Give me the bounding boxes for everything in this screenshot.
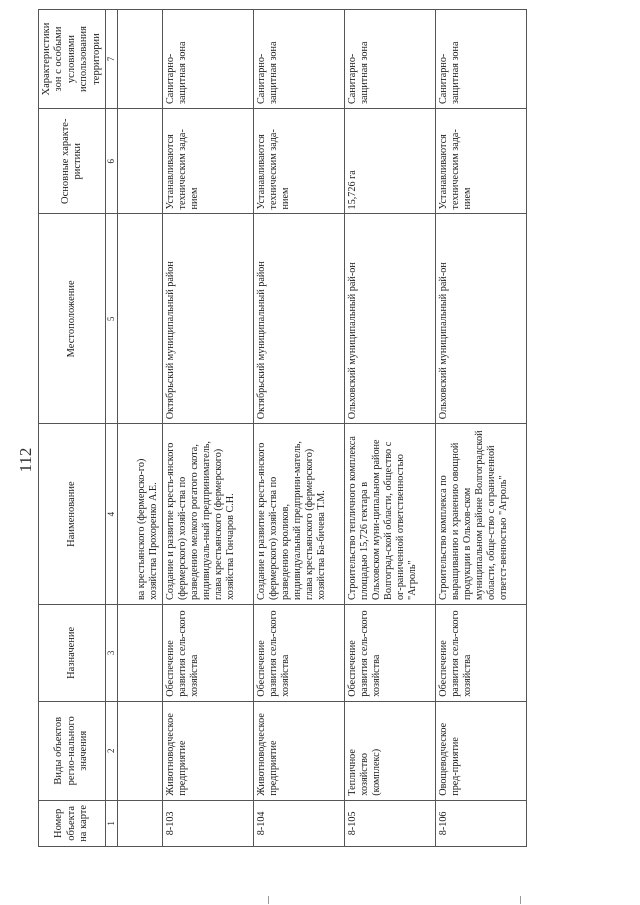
- object-type: Овощеводческое пред-приятие: [435, 701, 526, 800]
- object-number: 8-103: [162, 800, 253, 846]
- object-location: Октябрьский муниципальный район: [253, 214, 344, 424]
- object-purpose: Обеспечение развития сель-ского хозяйства: [435, 604, 526, 701]
- table-row: [162, 10, 253, 847]
- object-purpose: Обеспечение развития сель-ского хозяйства: [162, 604, 253, 701]
- column-number: 1: [105, 800, 117, 846]
- object-zones: Санитарно-защитная зона: [253, 10, 344, 109]
- page-number: 112: [16, 447, 35, 473]
- object-name: Строительство тепличного комплекса площадью 15,726 гектара в Ольховском муни-ципальном районе Волгоград-ской области, общество с ог-раниченной ответственностью "Агроль": [344, 424, 435, 605]
- object-location: Ольховский муниципальный рай-он: [435, 214, 526, 424]
- object-number: 8-106: [435, 800, 526, 846]
- object-type: Животноводческое предприятие: [162, 701, 253, 800]
- object-purpose: Обеспечение развития сель-ского хозяйства: [344, 604, 435, 701]
- object-purpose: Обеспечение развития сель-ского хозяйства: [253, 604, 344, 701]
- table-row: [435, 10, 526, 847]
- header-number: Номер объекта на карте: [39, 800, 106, 846]
- column-number: 5: [105, 214, 117, 424]
- continuation-name: ва крестьянского (фермерско-го) хозяйства Прохоренко А.Е.: [117, 424, 162, 605]
- object-type: Животноводческое предприятие: [253, 701, 344, 800]
- column-number: 2: [105, 701, 117, 800]
- table-row: [344, 10, 435, 847]
- header-name: Наименование: [39, 424, 106, 605]
- object-characteristics: 15,726 га: [344, 109, 435, 214]
- header-characteristics: Основные характе-ристики: [39, 109, 106, 214]
- objects-table: [38, 9, 527, 847]
- column-number: 4: [105, 424, 117, 605]
- object-zones: Санитарно-защитная зона: [162, 10, 253, 109]
- header-zones: Характеристики зон с особыми условиями использования территории: [39, 10, 106, 109]
- table-row: [253, 10, 344, 847]
- header-location: Местоположение: [39, 214, 106, 424]
- header-type: Виды объектов регио-нального значения: [39, 701, 106, 800]
- object-characteristics: Устанавливаются техническим зада-нием: [253, 109, 344, 214]
- column-number: 6: [105, 109, 117, 214]
- object-name: Создание и развитие кресть-янского (фермерского) хозяй-ства по разведению кроликов, индивидуальный предприни-матель, глава крестьянского (фермерского) хозяйства Ба-бичева Т.М.: [253, 424, 344, 605]
- scan-mark: [268, 896, 269, 904]
- object-type: Тепличное хозяйство (комплекс): [344, 701, 435, 800]
- object-location: Октябрьский муниципальный район: [162, 214, 253, 424]
- object-zones: Санитарно-защитная зона: [344, 10, 435, 109]
- object-zones: Санитарно-защитная зона: [435, 10, 526, 109]
- object-characteristics: Устанавливаются техническим зада-нием: [435, 109, 526, 214]
- scan-mark: [520, 896, 521, 904]
- object-number: 8-105: [344, 800, 435, 846]
- continuation-row: [117, 10, 162, 847]
- object-number: 8-104: [253, 800, 344, 846]
- header-row: [39, 10, 106, 847]
- object-location: Ольховский муниципальный рай-он: [344, 214, 435, 424]
- header-purpose: Назначение: [39, 604, 106, 701]
- object-name: Строительство комплекса по выращиванию и хранению овощной продукции в Ольхов-ском муниципальном районе Волгоградской области, обще-ство с ограниченной ответст-венностью "Агроль": [435, 424, 526, 605]
- column-number: 7: [105, 10, 117, 109]
- object-name: Создание и развитие кресть-янского (фермерского) хозяй-ства по разведению мелкого рогатого скота, индивидуаль-ный предприниматель, глава крестьянского (фермерского) хозяйства Гончаров С.Н.: [162, 424, 253, 605]
- column-number: 3: [105, 604, 117, 701]
- object-characteristics: Устанавливаются техническим зада-нием: [162, 109, 253, 214]
- column-number-row: [105, 10, 117, 847]
